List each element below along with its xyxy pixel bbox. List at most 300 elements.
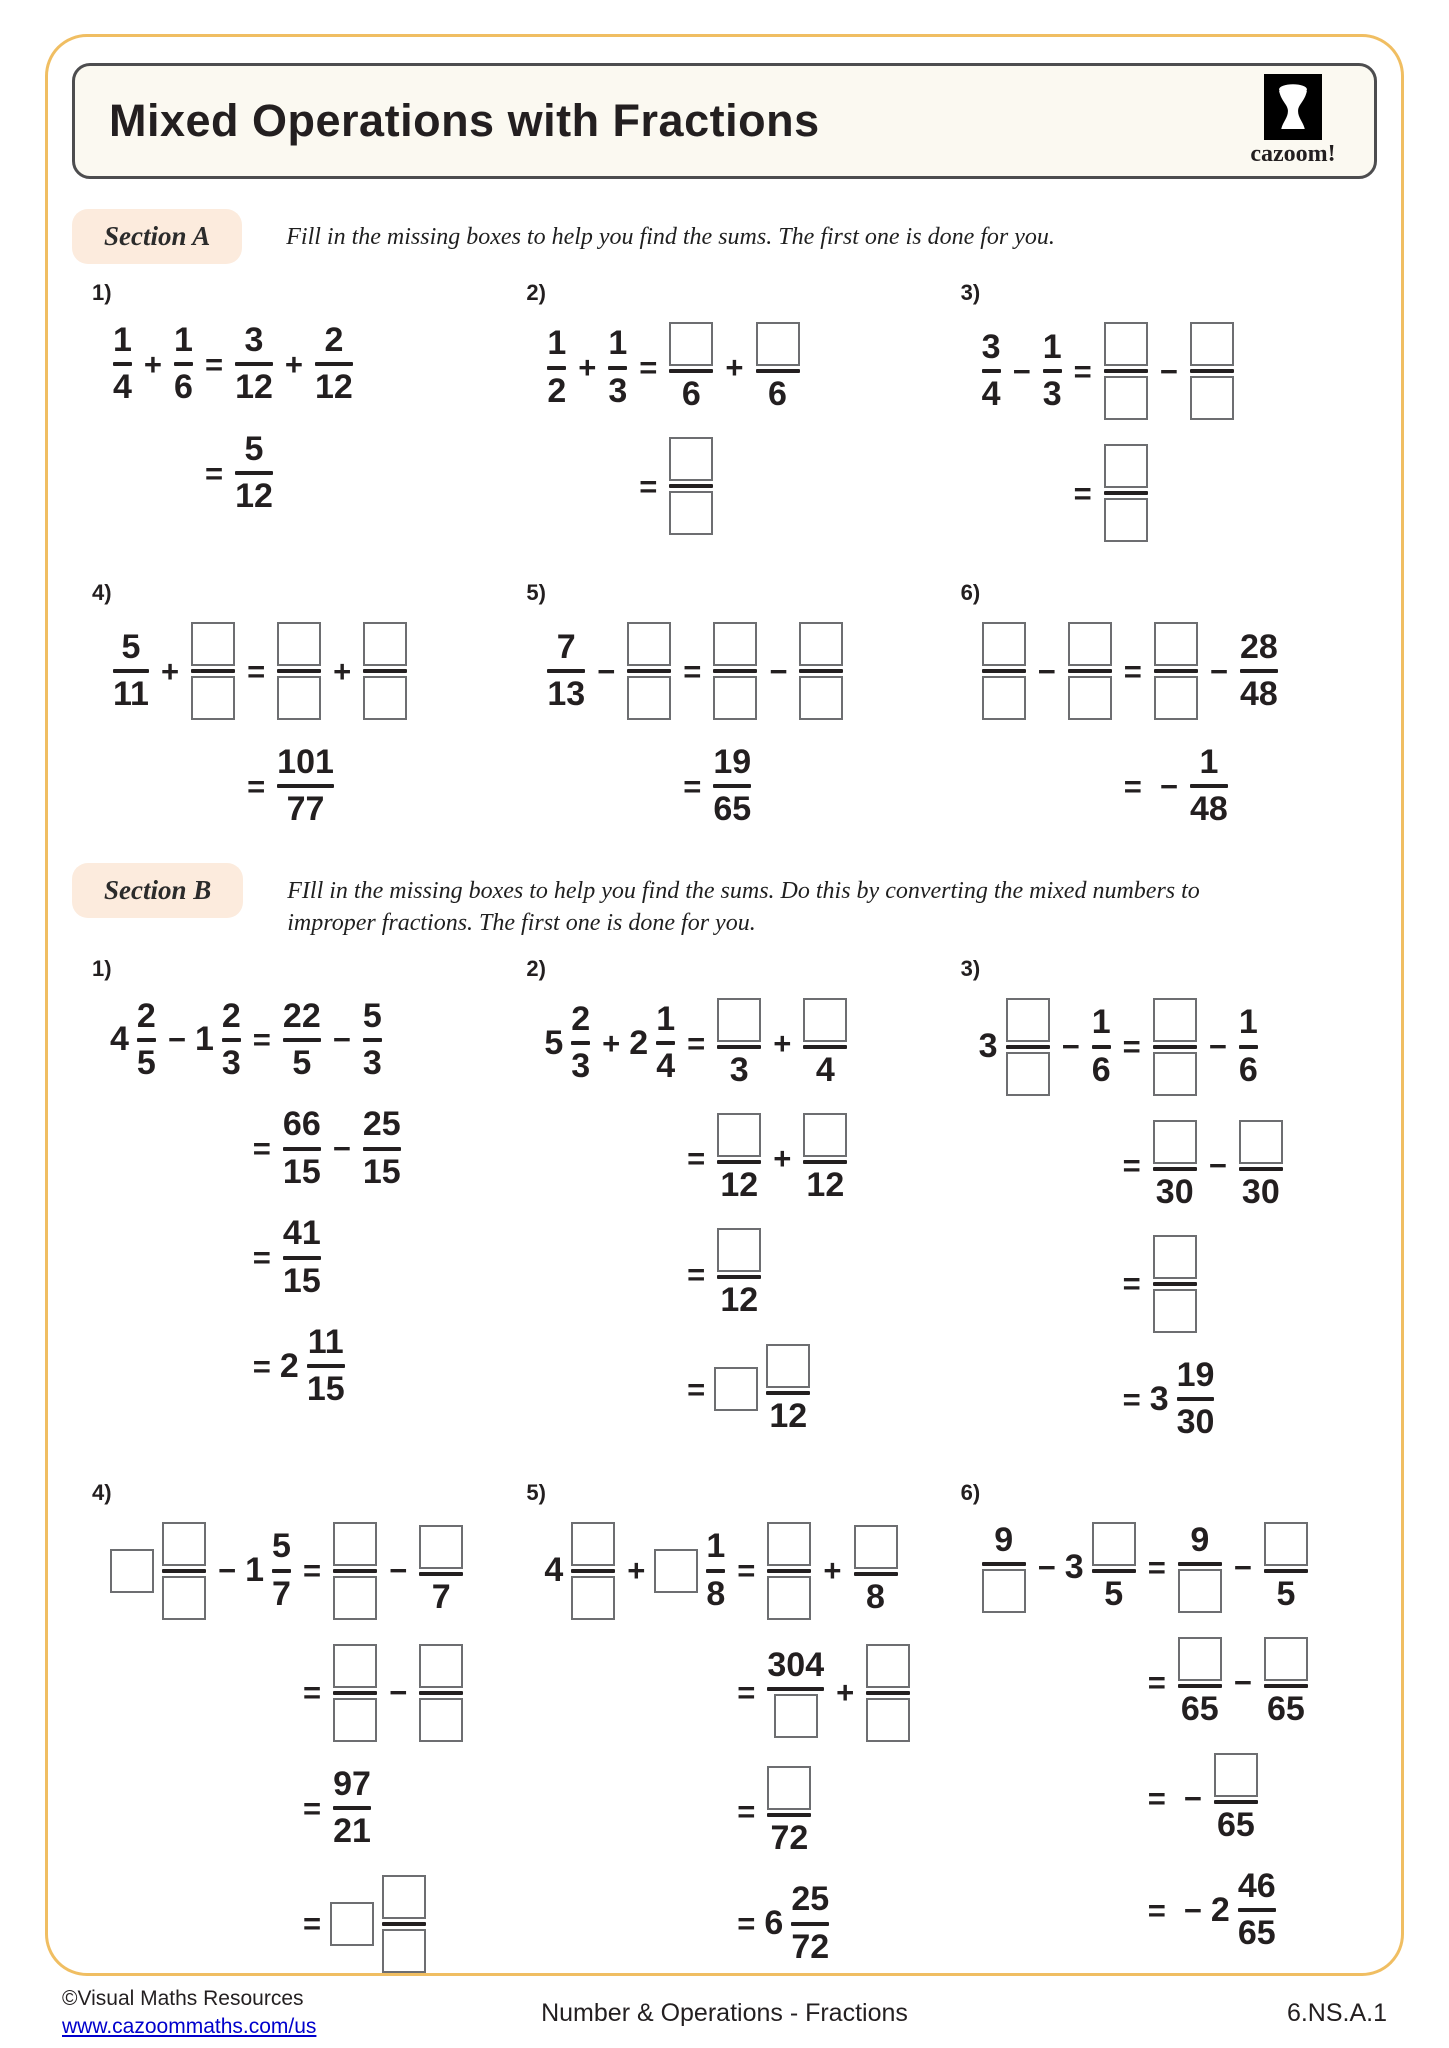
fraction bbox=[330, 1766, 374, 1851]
answer-box[interactable] bbox=[1190, 376, 1234, 420]
answer-box[interactable] bbox=[854, 1525, 898, 1569]
fraction-numerator-slot bbox=[854, 1525, 898, 1569]
website-link[interactable]: www.cazoommaths.com/us bbox=[62, 2014, 317, 2038]
fraction-denominator-slot bbox=[113, 676, 149, 713]
fraction bbox=[764, 1522, 814, 1620]
problem-number: 3) bbox=[960, 280, 981, 305]
fraction bbox=[330, 1522, 380, 1620]
equation-rhs bbox=[1115, 744, 1281, 829]
fraction-denominator-slot bbox=[1153, 1289, 1197, 1333]
equation-rhs bbox=[678, 1344, 850, 1435]
fraction-numerator-slot bbox=[191, 622, 235, 666]
fraction-numerator-slot bbox=[547, 325, 566, 362]
equation-rhs bbox=[1065, 322, 1237, 420]
denominator: 3 bbox=[362, 1043, 382, 1082]
answer-box[interactable] bbox=[571, 1522, 615, 1566]
numerator: 1 bbox=[174, 321, 193, 359]
equation-rhs bbox=[1114, 1120, 1286, 1211]
whole-number-slot bbox=[714, 1367, 758, 1411]
numerator: 28 bbox=[1239, 627, 1278, 666]
answer-box[interactable] bbox=[1104, 498, 1148, 542]
equals-sign: = bbox=[1147, 1780, 1166, 1816]
answer-box[interactable] bbox=[669, 322, 713, 366]
equals-sign: = bbox=[687, 1141, 706, 1177]
denominator: 12 bbox=[235, 368, 273, 407]
numerator: 5 bbox=[121, 627, 141, 666]
fraction bbox=[171, 322, 196, 407]
answer-box[interactable] bbox=[717, 1228, 761, 1272]
fraction bbox=[269, 1528, 294, 1613]
fraction-numerator-slot bbox=[277, 744, 334, 781]
fraction bbox=[1175, 1522, 1225, 1613]
equation-lhs bbox=[110, 1644, 294, 1742]
fraction-bar-icon bbox=[1238, 1908, 1276, 1912]
answer-box[interactable] bbox=[717, 1113, 761, 1157]
denominator: 12 bbox=[806, 1165, 845, 1204]
fraction-bar-icon bbox=[627, 669, 671, 673]
fraction bbox=[1174, 1357, 1218, 1442]
answer-box[interactable] bbox=[767, 1766, 811, 1810]
fraction bbox=[219, 998, 244, 1083]
fraction-bar-icon bbox=[1104, 369, 1148, 373]
fraction bbox=[753, 322, 803, 413]
plus-sign: + bbox=[333, 653, 352, 689]
equals-sign: = bbox=[1147, 1665, 1166, 1701]
answer-box[interactable] bbox=[1264, 1522, 1308, 1566]
equation-rhs bbox=[728, 1522, 913, 1620]
fraction-bar-icon bbox=[767, 1569, 811, 1573]
problem-number: 1) bbox=[92, 280, 112, 305]
numerator: 101 bbox=[277, 743, 334, 781]
equation-lhs bbox=[110, 1522, 294, 1620]
answer-box[interactable] bbox=[767, 1576, 811, 1620]
minus-sign: − bbox=[1183, 1892, 1202, 1928]
answer-box[interactable] bbox=[627, 676, 671, 720]
answer-box[interactable] bbox=[191, 676, 235, 720]
equation-lhs bbox=[979, 444, 1065, 542]
answer-box[interactable] bbox=[363, 622, 407, 666]
answer-box[interactable] bbox=[713, 676, 757, 720]
answer-box[interactable] bbox=[669, 491, 713, 535]
numerator: 19 bbox=[713, 743, 752, 781]
fraction bbox=[110, 322, 135, 407]
fraction-denominator-slot bbox=[547, 373, 566, 410]
answer-box[interactable] bbox=[333, 1644, 377, 1688]
fraction-numerator-slot bbox=[1178, 1637, 1222, 1681]
fraction-numerator-slot bbox=[277, 622, 321, 666]
answer-box[interactable] bbox=[1178, 1569, 1222, 1613]
fraction-denominator-slot bbox=[799, 676, 843, 720]
answer-box[interactable] bbox=[571, 1576, 615, 1620]
fraction-numerator-slot bbox=[799, 622, 843, 666]
minus-sign: − bbox=[1208, 1147, 1227, 1183]
problem bbox=[92, 956, 508, 1442]
answer-box[interactable] bbox=[1153, 1120, 1197, 1164]
fraction-bar-icon bbox=[1177, 1397, 1215, 1401]
fraction-bar-icon bbox=[547, 669, 585, 673]
fraction-bar-icon bbox=[982, 669, 1026, 673]
answer-box[interactable] bbox=[714, 1367, 758, 1411]
fraction-denominator-slot bbox=[419, 1698, 463, 1742]
denominator: 12 bbox=[720, 1281, 759, 1320]
denominator: 5 bbox=[1276, 1574, 1296, 1613]
equation-lhs bbox=[110, 1106, 244, 1191]
minus-sign: − bbox=[389, 1675, 408, 1711]
mixed-number bbox=[629, 1001, 678, 1086]
whole-number: 2 bbox=[279, 1346, 299, 1385]
fraction-bar-icon bbox=[1154, 669, 1198, 673]
fraction-bar-icon bbox=[803, 1045, 847, 1049]
answer-box[interactable] bbox=[1104, 376, 1148, 420]
fraction-numerator-slot bbox=[994, 1522, 1013, 1559]
answer-box[interactable] bbox=[799, 622, 843, 666]
answer-box[interactable] bbox=[982, 622, 1026, 666]
answer-box[interactable] bbox=[419, 1698, 463, 1742]
fraction-numerator-slot bbox=[1153, 1235, 1197, 1279]
numerator: 2 bbox=[221, 996, 241, 1035]
answer-box[interactable] bbox=[866, 1644, 910, 1688]
answer-box[interactable] bbox=[799, 676, 843, 720]
answer-box[interactable] bbox=[1006, 1052, 1050, 1096]
answer-box[interactable] bbox=[162, 1522, 206, 1566]
fraction-bar-icon bbox=[283, 1147, 321, 1151]
fraction-numerator-slot bbox=[333, 1644, 377, 1688]
numerator: 5 bbox=[272, 1527, 291, 1566]
plus-sign: + bbox=[823, 1553, 842, 1589]
denominator: 30 bbox=[1176, 1403, 1215, 1442]
equation-rhs bbox=[630, 437, 802, 535]
fraction-numerator-slot bbox=[245, 431, 264, 468]
fraction-numerator-slot bbox=[766, 1344, 810, 1388]
whole-number: 3 bbox=[1064, 1547, 1084, 1586]
equation-rhs bbox=[678, 1228, 850, 1319]
equals-sign: = bbox=[1122, 1147, 1141, 1183]
numerator: 25 bbox=[791, 1880, 830, 1919]
denominator: 3 bbox=[571, 1047, 591, 1086]
fraction-bar-icon bbox=[1178, 1562, 1222, 1566]
fraction-denominator-slot bbox=[682, 376, 701, 413]
answer-box[interactable] bbox=[669, 437, 713, 481]
fraction-bar-icon bbox=[713, 669, 757, 673]
fraction-denominator-slot bbox=[1092, 1052, 1111, 1089]
answer-box[interactable] bbox=[419, 1644, 463, 1688]
answer-box[interactable] bbox=[982, 676, 1026, 720]
fraction-numerator-slot bbox=[791, 1881, 829, 1918]
fraction-numerator-slot bbox=[1177, 1357, 1215, 1394]
fraction-numerator-slot bbox=[363, 998, 382, 1035]
numerator: 1 bbox=[608, 324, 628, 363]
fraction-bar-icon bbox=[333, 1806, 371, 1810]
equation-lhs bbox=[110, 1766, 294, 1851]
fraction-denominator-slot bbox=[982, 676, 1026, 720]
answer-box[interactable] bbox=[1190, 322, 1234, 366]
problem bbox=[92, 580, 508, 829]
answer-box[interactable] bbox=[1239, 1120, 1283, 1164]
answer-box[interactable] bbox=[982, 1569, 1026, 1613]
fraction bbox=[714, 1228, 764, 1319]
fraction bbox=[979, 1522, 1029, 1613]
problem-number: 3) bbox=[960, 955, 981, 981]
equation-rhs bbox=[678, 1113, 850, 1204]
answer-box[interactable] bbox=[767, 1522, 811, 1566]
fraction-numerator-slot bbox=[1264, 1637, 1308, 1681]
fraction-numerator-slot bbox=[333, 1766, 371, 1803]
answer-box[interactable] bbox=[382, 1929, 426, 1973]
answer-box[interactable] bbox=[756, 322, 800, 366]
fraction-bar-icon bbox=[982, 369, 1001, 373]
whole-number: 2 bbox=[629, 1023, 649, 1062]
fraction-denominator-slot bbox=[720, 1282, 758, 1319]
minus-sign: − bbox=[597, 653, 616, 689]
mixed-number bbox=[1211, 1868, 1279, 1953]
problem bbox=[961, 280, 1377, 542]
fraction bbox=[544, 325, 569, 410]
fraction-bar-icon bbox=[1068, 669, 1112, 673]
fraction-numerator-slot bbox=[803, 1113, 847, 1157]
fraction-denominator-slot bbox=[866, 1698, 910, 1742]
answer-box[interactable] bbox=[333, 1576, 377, 1620]
answer-box[interactable] bbox=[1154, 622, 1198, 666]
fraction-denominator-slot bbox=[1181, 1691, 1219, 1728]
answer-box[interactable] bbox=[1104, 322, 1148, 366]
answer-box[interactable] bbox=[1068, 676, 1112, 720]
fraction-denominator-slot bbox=[816, 1052, 835, 1089]
fraction-numerator-slot bbox=[122, 629, 141, 666]
answer-box[interactable] bbox=[277, 622, 321, 666]
answer-box[interactable] bbox=[277, 676, 321, 720]
fraction bbox=[1150, 1120, 1200, 1211]
fraction-denominator-slot bbox=[1156, 1174, 1194, 1211]
equation-lhs bbox=[979, 1637, 1139, 1728]
fraction bbox=[851, 1525, 901, 1616]
whole-number-slot bbox=[979, 1028, 998, 1065]
fraction-denominator-slot bbox=[866, 1579, 885, 1616]
fraction bbox=[1175, 1637, 1225, 1728]
fraction-denominator-slot bbox=[283, 1154, 321, 1191]
equation-rhs bbox=[294, 1766, 466, 1851]
equation-lhs bbox=[110, 998, 244, 1083]
answer-box[interactable] bbox=[1104, 444, 1148, 488]
denominator: 65 bbox=[1266, 1690, 1305, 1729]
answer-box[interactable] bbox=[766, 1344, 810, 1388]
minus-sign: − bbox=[332, 1131, 351, 1167]
fraction-numerator-slot bbox=[162, 1522, 206, 1566]
answer-box[interactable] bbox=[803, 1113, 847, 1157]
answer-box[interactable] bbox=[110, 1549, 154, 1593]
answer-box[interactable] bbox=[333, 1698, 377, 1742]
minus-sign: − bbox=[1208, 1029, 1227, 1065]
fraction bbox=[979, 329, 1004, 414]
minus-sign: − bbox=[1159, 768, 1178, 804]
answer-box[interactable] bbox=[866, 1698, 910, 1742]
answer-box[interactable] bbox=[1006, 998, 1050, 1042]
fraction-denominator-slot bbox=[1154, 676, 1198, 720]
denominator: 72 bbox=[791, 1927, 830, 1966]
fraction-numerator-slot bbox=[1104, 444, 1148, 488]
equation-lhs bbox=[979, 1753, 1139, 1844]
fraction-bar-icon bbox=[1264, 1569, 1308, 1573]
equals-sign: = bbox=[252, 1131, 271, 1167]
fraction bbox=[710, 744, 754, 829]
fraction-numerator-slot bbox=[767, 1647, 824, 1684]
whole-number: 3 bbox=[1149, 1379, 1169, 1418]
equation-lhs bbox=[110, 1215, 244, 1300]
equation-lhs bbox=[110, 322, 196, 407]
fraction-denominator-slot bbox=[432, 1579, 451, 1616]
fraction-denominator-slot bbox=[162, 1576, 206, 1620]
fraction-bar-icon bbox=[1239, 1167, 1283, 1171]
fraction-numerator-slot bbox=[557, 629, 576, 666]
answer-box[interactable] bbox=[1092, 1522, 1136, 1566]
plus-sign: + bbox=[627, 1553, 646, 1589]
equation-lhs bbox=[544, 622, 674, 720]
answer-box[interactable] bbox=[1214, 1753, 1258, 1797]
section-b-problems bbox=[72, 956, 1377, 1973]
fraction-numerator-slot bbox=[1043, 329, 1062, 366]
fraction-bar-icon bbox=[222, 1038, 241, 1042]
answer-box[interactable] bbox=[803, 998, 847, 1042]
mixed-number bbox=[195, 998, 244, 1083]
answer-box[interactable] bbox=[1153, 1235, 1197, 1279]
fraction-denominator-slot bbox=[1242, 1174, 1280, 1211]
fraction bbox=[232, 322, 276, 407]
fraction-denominator-slot bbox=[307, 1371, 345, 1408]
equation-rhs bbox=[630, 322, 802, 413]
equation-rhs bbox=[678, 998, 850, 1089]
equation bbox=[92, 998, 508, 1409]
fraction-numerator-slot bbox=[283, 998, 321, 1035]
fraction-bar-icon bbox=[717, 1045, 761, 1049]
fraction-denominator-slot bbox=[774, 1694, 818, 1738]
problem bbox=[526, 956, 942, 1442]
fraction-denominator-slot bbox=[806, 1167, 844, 1204]
answer-box[interactable] bbox=[363, 676, 407, 720]
fraction-bar-icon bbox=[1264, 1684, 1308, 1688]
fraction-denominator-slot bbox=[222, 1045, 241, 1082]
fraction bbox=[764, 1647, 827, 1738]
fraction bbox=[568, 1001, 593, 1086]
fraction-bar-icon bbox=[1153, 1045, 1197, 1049]
equation-rhs bbox=[294, 1522, 466, 1620]
section-b-label: Section B bbox=[72, 863, 243, 918]
equation-lhs bbox=[110, 1324, 244, 1409]
plus-sign: + bbox=[578, 350, 597, 386]
denominator: 48 bbox=[1189, 790, 1228, 829]
answer-box[interactable] bbox=[713, 622, 757, 666]
fraction bbox=[110, 629, 152, 714]
fraction-bar-icon bbox=[1178, 1684, 1222, 1688]
answer-box[interactable] bbox=[627, 622, 671, 666]
fraction bbox=[1150, 1235, 1200, 1333]
fraction-denominator-slot bbox=[272, 1576, 291, 1613]
equals-sign: = bbox=[639, 468, 658, 504]
numerator: 2 bbox=[571, 999, 591, 1038]
fraction-numerator-slot bbox=[713, 622, 757, 666]
answer-box[interactable] bbox=[419, 1525, 463, 1569]
fraction-bar-icon bbox=[1092, 1569, 1136, 1573]
numerator: 1 bbox=[547, 324, 567, 363]
fraction-numerator-slot bbox=[1214, 1753, 1258, 1797]
equation-rhs bbox=[238, 744, 410, 829]
numerator: 46 bbox=[1237, 1866, 1276, 1905]
fraction-numerator-slot bbox=[571, 1001, 590, 1038]
answer-box[interactable] bbox=[1068, 622, 1112, 666]
answer-box[interactable] bbox=[654, 1549, 698, 1593]
fraction-numerator-slot bbox=[363, 622, 407, 666]
equation-lhs bbox=[979, 744, 1115, 829]
answer-box[interactable] bbox=[330, 1902, 374, 1946]
equation bbox=[92, 1522, 508, 1973]
equation-lhs bbox=[544, 1766, 728, 1857]
fraction-bar-icon bbox=[571, 1041, 590, 1045]
fraction-denominator-slot bbox=[656, 1048, 675, 1085]
denominator: 30 bbox=[1155, 1172, 1194, 1211]
answer-box[interactable] bbox=[1178, 1637, 1222, 1681]
copyright-block bbox=[62, 1985, 316, 2040]
answer-box[interactable] bbox=[774, 1694, 818, 1738]
answer-box[interactable] bbox=[1153, 1052, 1197, 1096]
section-b-header bbox=[72, 863, 1377, 940]
answer-box[interactable] bbox=[1153, 1289, 1197, 1333]
fraction-bar-icon bbox=[363, 669, 407, 673]
equation-rhs bbox=[728, 1881, 913, 1966]
fraction bbox=[1235, 1868, 1279, 1953]
numerator: 7 bbox=[556, 627, 576, 666]
answer-box[interactable] bbox=[162, 1576, 206, 1620]
equals-sign: = bbox=[1123, 653, 1142, 689]
footer-topic: Number & Operations - Fractions bbox=[541, 1999, 908, 2027]
fraction-numerator-slot bbox=[272, 1528, 291, 1565]
numerator: 1 bbox=[1091, 1003, 1111, 1042]
fraction bbox=[1003, 998, 1053, 1096]
fraction-bar-icon bbox=[1239, 1045, 1258, 1049]
fraction bbox=[1089, 1004, 1114, 1089]
answer-box[interactable] bbox=[717, 998, 761, 1042]
fraction-numerator-slot bbox=[1240, 629, 1278, 666]
equation-rhs bbox=[1139, 1868, 1311, 1953]
denominator: 77 bbox=[286, 790, 325, 829]
minus-sign: − bbox=[1037, 1549, 1056, 1585]
fraction-bar-icon bbox=[1153, 1282, 1197, 1286]
answer-box[interactable] bbox=[191, 622, 235, 666]
whole-number-slot bbox=[280, 1348, 299, 1385]
fraction bbox=[1101, 444, 1151, 542]
fraction-bar-icon bbox=[669, 369, 713, 373]
answer-box[interactable] bbox=[1264, 1637, 1308, 1681]
fraction bbox=[703, 1528, 728, 1613]
answer-box[interactable] bbox=[333, 1522, 377, 1566]
equals-sign: = bbox=[302, 1906, 322, 1942]
equation-lhs bbox=[110, 1875, 294, 1973]
fraction-bar-icon bbox=[717, 1275, 761, 1279]
minus-sign: − bbox=[769, 653, 788, 689]
equals-sign: = bbox=[302, 1675, 322, 1711]
whole-number: 5 bbox=[544, 1023, 564, 1062]
numerator: 25 bbox=[362, 1105, 401, 1144]
equals-sign: = bbox=[639, 350, 658, 386]
problem-number: 2) bbox=[526, 955, 546, 981]
answer-box[interactable] bbox=[382, 1875, 426, 1919]
denominator: 65 bbox=[1237, 1914, 1276, 1953]
answer-box[interactable] bbox=[1154, 676, 1198, 720]
answer-box[interactable] bbox=[1153, 998, 1197, 1042]
fraction bbox=[159, 1522, 209, 1620]
fraction bbox=[653, 1001, 678, 1086]
denominator: 12 bbox=[235, 477, 273, 516]
fraction-numerator-slot bbox=[1104, 322, 1148, 366]
equation bbox=[92, 322, 508, 516]
plus-sign: + bbox=[160, 653, 180, 689]
